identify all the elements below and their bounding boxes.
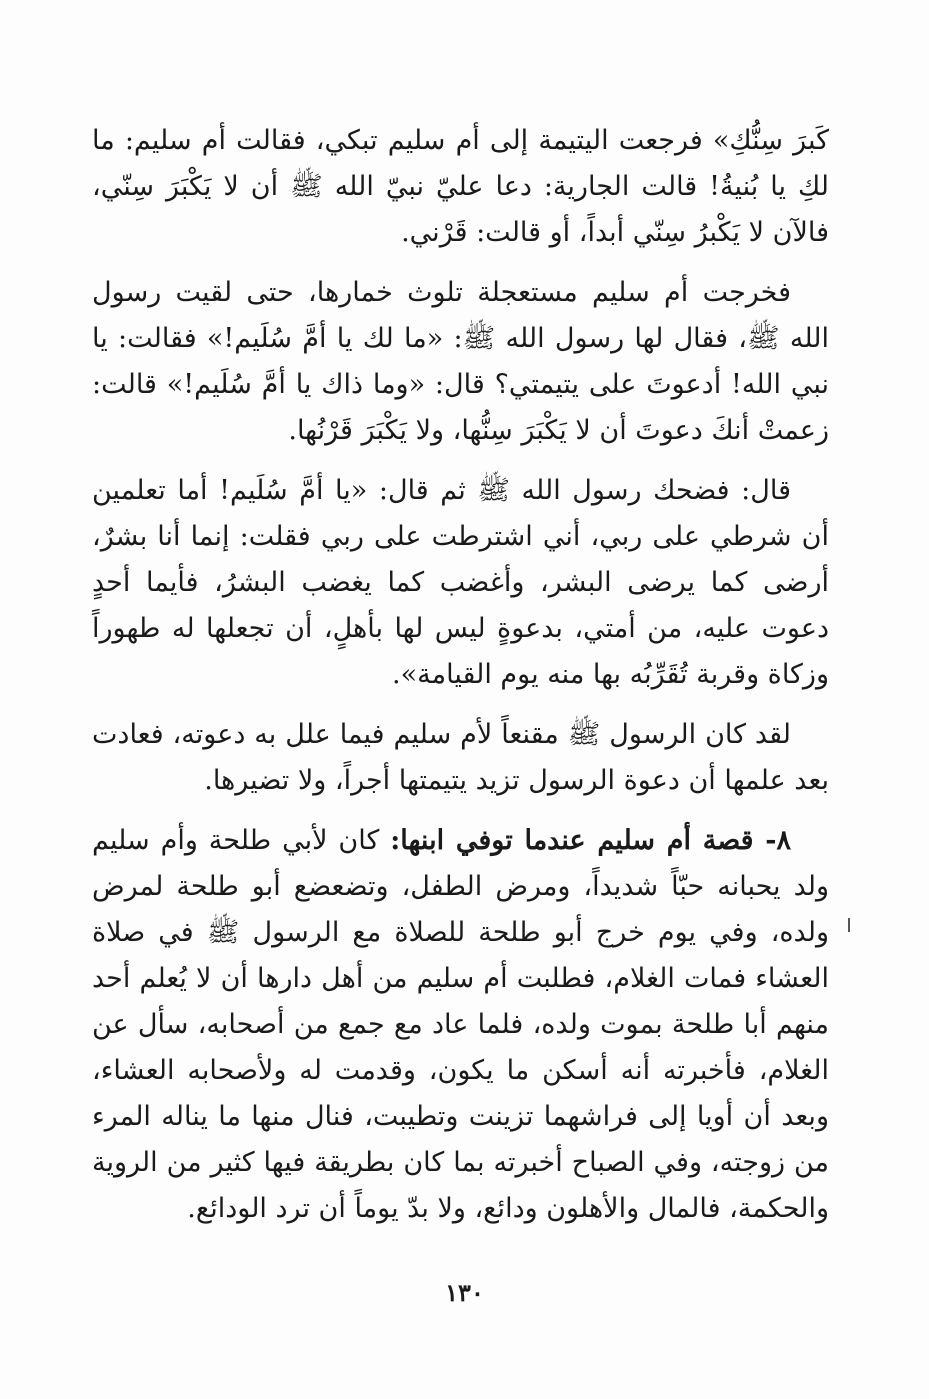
paragraph-2	[92, 270, 829, 454]
paragraph-5	[92, 818, 829, 1232]
body-text	[92, 118, 829, 1246]
paragraph-3-text: قال: فضحك رسول الله ﷺ ثم قال: «يا أمَّ سُلَيم! أما تعلمين أن شرطي على ربي، أني اشترطت على ربي فقلت: إنما أنا بشرٌ، أرضى كما يرضى البشر، وأغضب كما يغضب البشرُ، فأيما أحدٍ دعوت عليه، من أمتي، بدعوةٍ ليس لها بأهلٍ، أن تجعلها له طهوراً وزكاة وقربة تُقَرِّبُه بها منه يوم القيامة».	[92, 475, 829, 690]
paragraph-1-text: كَبرَ سِنُّكِ» فرجعت اليتيمة إلى أم سليم تبكي، فقالت أم سليم: ما لكِ يا بُنيةُ! قالت الجارية: دعا عليّ نبيّ الله ﷺ أن لا يَكْبَرَ سِنّي، فالآن لا يَكْبرُ سِنّي أبداً، أو قالت: قَرْني.	[92, 125, 829, 248]
margin-mark	[848, 918, 850, 932]
paragraph-4	[92, 712, 829, 804]
paragraph-1	[92, 118, 829, 256]
section-heading: ٨- قصة أم سليم عندما توفي ابنها:	[390, 825, 792, 856]
paragraph-4-text: لقد كان الرسول ﷺ مقنعاً لأم سليم فيما علل به دعوته، فعادت بعد علمها أن دعوة الرسول تزيد يتيمتها أجراً، ولا تضيرها.	[92, 719, 829, 796]
page-number: ١٣٠	[445, 1278, 484, 1307]
paragraph-5-text: كان لأبي طلحة وأم سليم ولد يحبانه حبّاً شديداً، ومرض الطفل، وتضعضع أبو طلحة لمرض ولده، وفي يوم خرج أبو طلحة للصلاة مع الرسول ﷺ في صلاة العشاء فمات الغلام، فطلبت أم سليم من أهل دارها أن لا يُعلم أحد منهم أبا طلحة بموت ولده، فلما عاد مع جمع من أصحابه، سأل عن الغلام، فأخبرته أنه أسكن ما يكون، وقدمت له ولأصحابه العشاء، وبعد أن أويا إلى فراشهما تزينت وتطيبت، فنال منها ما يناله المرء من زوجته، وفي الصباح أخبرته بما كان بطريقة فيها كثير من الروية والحكمة، فالمال والأهلون ودائع، ولا بدّ يوماً أن ترد الودائع.	[92, 825, 829, 1224]
paragraph-2-text: فخرجت أم سليم مستعجلة تلوث خمارها، حتى لقيت رسول الله ﷺ، فقال لها رسول الله ﷺ: «ما لك يا أمَّ سُلَيم!» فقالت: يا نبي الله! أدعوتَ على يتيمتي؟ قال: «وما ذاك يا أمَّ سُلَيم!» قالت: زعمتْ أنكَ دعوتَ أن لا يَكْبَرَ سِنُّها، ولا يَكْبَرَ قَرْنُها.	[92, 277, 829, 446]
paragraph-3	[92, 468, 829, 698]
